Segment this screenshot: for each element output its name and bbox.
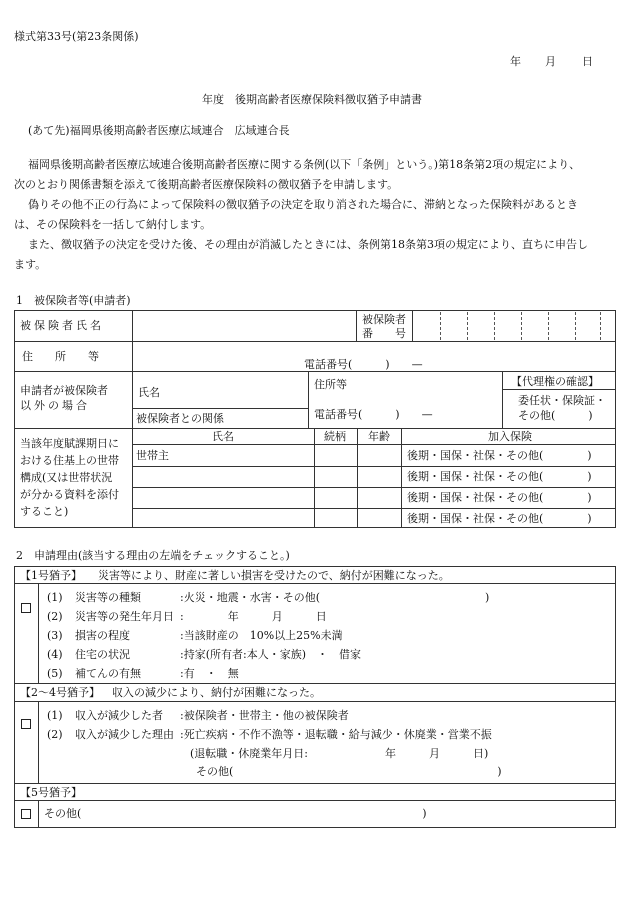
date-day: 日 [582, 55, 593, 68]
intro-line: は、その保険料を一括して納付します。 [14, 218, 212, 231]
household-label: おける住基上の世帯 [20, 454, 119, 467]
addressee: (あて先)福岡県後期高齢者医療広域連合 広域連合長 [28, 124, 290, 137]
relation-label: 被保険者との関係 [136, 412, 224, 425]
col-age: 年齢 [368, 430, 390, 443]
form-number: 様式第33号(第23条関係) [14, 30, 139, 43]
section2-heading: 2 申請理由(該当する理由の左端をチェックすること。) [16, 549, 290, 562]
g1-item-num: (2) [47, 610, 63, 623]
insured-number-label: 番 号 [362, 327, 406, 340]
col-insurance: 加入保険 [488, 430, 532, 443]
insured-name-label: 被保険者氏名 [20, 319, 104, 332]
document-title: 年度 後期高齢者医療保険料徴収猶予申請書 [202, 93, 422, 106]
g2-retire-line: (退転職・休廃業年月日: 年 月 日) [190, 747, 489, 760]
g2-item-label: 収入が減少した理由 [75, 728, 174, 741]
intro-line: 次のとおり関係書類を添えて後期高齢者医療保険料の徴収猶予を申請します。 [14, 178, 399, 191]
other-applicant-label: 以外の場合 [20, 399, 90, 412]
household-head: 世帯主 [136, 449, 169, 462]
household-label: 当該年度賦課期日に [20, 437, 119, 450]
insurance-option[interactable]: 後期・国保・社保・その他( ) [407, 470, 592, 483]
household-label: すること) [20, 505, 69, 518]
g1-item-value: : 年 月 日 [180, 610, 327, 623]
g1-checkbox[interactable] [21, 603, 31, 613]
g2-header: 収入の減少により、納付が困難になった。 [112, 686, 321, 699]
g2-item-num: (2) [47, 728, 63, 741]
g2-item-num: (1) [47, 709, 63, 722]
address-label: 住 所 等 [22, 350, 99, 363]
applicant-name-label: 氏名 [138, 386, 160, 399]
proxy-docs: 委任状・保険証・ [518, 394, 606, 407]
household-label: 構成(又は世帯状況 [20, 471, 113, 484]
g2-other-line: その他( ) [196, 765, 502, 778]
g3-checkbox[interactable] [21, 809, 31, 819]
intro-line: 福岡県後期高齢者医療広域連合後期高齢者医療に関する条例(以下「条例」という。)第18条第2項の規定により、 [28, 158, 581, 171]
g2-tag: 【2〜4号猶予】 [20, 686, 100, 699]
g2-item-value: :死亡疾病・不作不漁等・退転職・給与減少・休廃業・営業不振 [180, 728, 492, 741]
g1-item-num: (4) [47, 648, 63, 661]
section1-heading: 1 被保険者等(申請者) [16, 294, 131, 307]
g1-tag: 【1号猶予】 [20, 569, 82, 582]
insurance-option[interactable]: 後期・国保・社保・その他( ) [407, 512, 592, 525]
household-label: が分かる資料を添付 [20, 488, 119, 501]
g1-item-value: :有 ・ 無 [180, 667, 239, 680]
g2-checkbox[interactable] [21, 719, 31, 729]
g1-item-value: :持家(所有者:本人・家族) ・ 借家 [180, 648, 361, 661]
g1-item-value: :火災・地震・水害・その他( ) [180, 591, 490, 604]
col-name: 氏名 [212, 430, 234, 443]
date-year: 年 [510, 55, 521, 68]
insurance-option[interactable]: 後期・国保・社保・その他( ) [407, 449, 592, 462]
g1-item-num: (5) [47, 667, 63, 680]
g3-tag: 【5号猶予】 [20, 786, 82, 799]
col-relation: 続柄 [324, 430, 346, 443]
g1-item-num: (1) [47, 591, 63, 604]
g3-other-line: その他( ) [44, 807, 427, 820]
proxy-docs: その他( ) [518, 409, 593, 422]
g2-item-label: 収入が減少した者 [75, 709, 163, 722]
intro-line: ます。 [14, 258, 47, 271]
date-month: 月 [545, 55, 556, 68]
g1-item-num: (3) [47, 629, 63, 642]
proxy-confirm-label: 【代理権の確認】 [511, 375, 599, 388]
g1-item-label: 住宅の状況 [75, 648, 130, 661]
phone-line-2: 電話番号( ) — [314, 408, 433, 421]
other-applicant-label: 申請者が被保険者 [20, 384, 108, 397]
intro-line: 偽りその他不正の行為によって保険料の徴収猶予の決定を取り消された場合に、滞納となった保険料があるとき [28, 198, 578, 211]
phone-line: 電話番号( ) — [304, 358, 423, 371]
insured-number-label: 被保険者 [362, 313, 406, 326]
g1-item-value: :当該財産の 10%以上25%未満 [180, 629, 343, 642]
g1-item-label: 補てんの有無 [75, 667, 141, 680]
intro-line: また、徴収猶予の決定を受けた後、その理由が消滅したときには、条例第18条第3項の規定により、直ちに申告し [28, 238, 588, 251]
g1-item-label: 災害等の発生年月日 [75, 610, 174, 623]
g1-item-label: 損害の程度 [75, 629, 130, 642]
g1-item-label: 災害等の種類 [75, 591, 141, 604]
g2-item-value: :被保険者・世帯主・他の被保険者 [180, 709, 349, 722]
applicant-address-label: 住所等 [314, 378, 347, 391]
g1-header: 災害等により、財産に著しい損害を受けたので、納付が困難になった。 [98, 569, 450, 582]
insurance-option[interactable]: 後期・国保・社保・その他( ) [407, 491, 592, 504]
